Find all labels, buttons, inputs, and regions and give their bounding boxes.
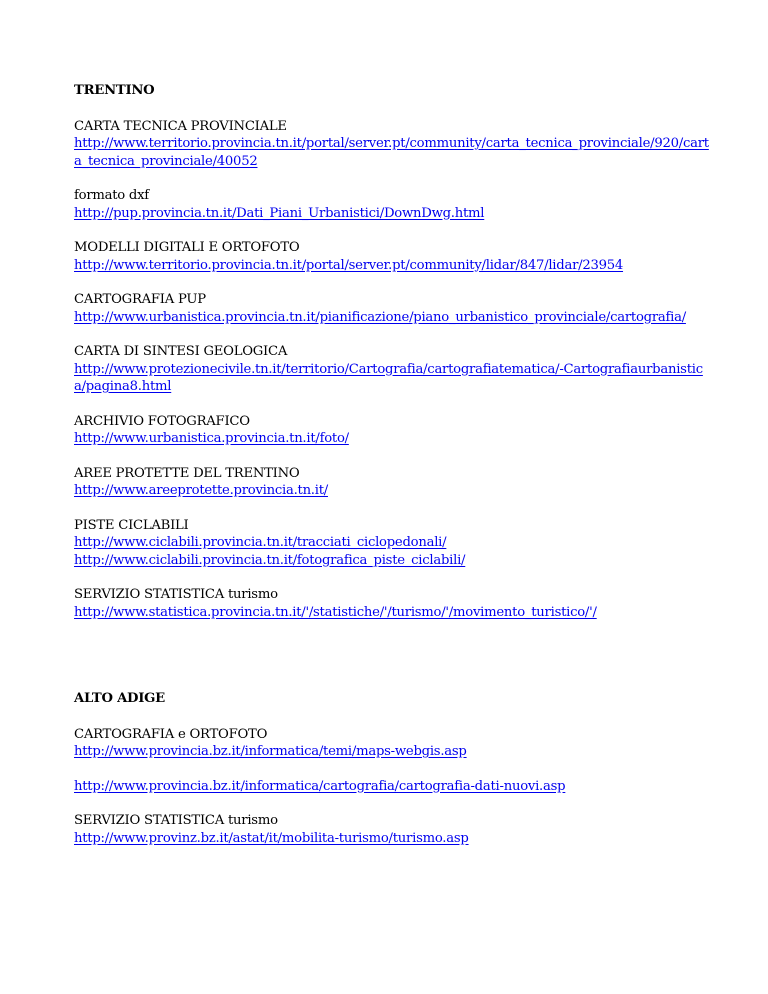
document-page bbox=[74, 82, 714, 864]
entry-piste-ciclabili bbox=[74, 517, 714, 570]
entry-label: CARTOGRAFIA e ORTOFOTO bbox=[74, 726, 268, 742]
entry-link[interactable]: http://www.urbanistica.provincia.tn.it/foto/ bbox=[74, 431, 349, 446]
entry-label: CARTA DI SINTESI GEOLOGICA bbox=[74, 344, 288, 359]
entry-label: ARCHIVIO FOTOGRAFICO bbox=[74, 413, 250, 429]
entry-label: SERVIZIO STATISTICA turismo bbox=[74, 813, 278, 828]
entry-link[interactable]: http://www.provincia.bz.it/informatica/temi/maps-webgis.asp bbox=[74, 744, 467, 759]
entry-link[interactable]: http://pup.provincia.tn.it/Dati_Piani_Urbanistici/DownDwg.html bbox=[74, 205, 485, 221]
section-trentino bbox=[74, 82, 714, 621]
entry-statistica-turismo-bz bbox=[74, 812, 714, 847]
entry-link[interactable]: http://www.territorio.provincia.tn.it/portal/server.pt/community/lidar/847/lidar/23954 bbox=[74, 257, 624, 273]
entry-aree-protette bbox=[74, 465, 714, 500]
entry-label: SERVIZIO STATISTICA turismo bbox=[74, 587, 278, 602]
entry-link[interactable]: http://www.ciclabili.provincia.tn.it/tracciati_ciclopedonali/ bbox=[74, 535, 447, 550]
section-heading: TRENTINO bbox=[74, 83, 155, 98]
entry-link[interactable]: http://www.ciclabili.provincia.tn.it/fotografica_piste_ciclabili/ bbox=[74, 552, 466, 568]
entry-archivio-fotografico bbox=[74, 413, 714, 448]
entry-carta-tecnica bbox=[74, 118, 714, 171]
entry-link[interactable]: http://www.territorio.provincia.tn.it/portal/server.pt/community/carta_tecnica_provinciale/920/carta_tecnica_provinciale/40052 bbox=[74, 136, 709, 169]
entry-sintesi-geologica bbox=[74, 343, 714, 396]
entry-statistica-turismo-tn bbox=[74, 586, 714, 621]
entry-link[interactable]: http://www.protezionecivile.tn.it/territorio/Cartografia/cartografiatematica/-Cartografiaurbanistica/pagina8.html bbox=[74, 361, 703, 394]
entry-link[interactable]: http://www.urbanistica.provincia.tn.it/pianificazione/piano_urbanistico_provinciale/cartografia/ bbox=[74, 309, 686, 325]
entry-label: formato dxf bbox=[74, 188, 149, 203]
entry-cartografia-pup bbox=[74, 291, 714, 326]
entry-modelli-digitali bbox=[74, 239, 714, 274]
entry-formato-dxf bbox=[74, 187, 714, 222]
entry-cartografia-dati bbox=[74, 778, 714, 796]
section-alto-adige bbox=[74, 690, 714, 847]
entry-cartografia-ortofoto bbox=[74, 726, 714, 761]
section-spacer bbox=[74, 638, 714, 690]
entry-link[interactable]: http://www.provinz.bz.it/astat/it/mobilita-turismo/turismo.asp bbox=[74, 830, 469, 846]
entry-label: CARTA TECNICA PROVINCIALE bbox=[74, 118, 287, 134]
entry-label: MODELLI DIGITALI E ORTOFOTO bbox=[74, 240, 300, 255]
entry-link[interactable]: http://www.statistica.provincia.tn.it/'/statistiche/'/turismo/'/movimento_turistico/'/ bbox=[74, 604, 597, 620]
entry-label: CARTOGRAFIA PUP bbox=[74, 292, 206, 307]
section-heading: ALTO ADIGE bbox=[74, 691, 165, 706]
entry-link[interactable]: http://www.provincia.bz.it/informatica/cartografia/cartografia-dati-nuovi.asp bbox=[74, 778, 566, 794]
entry-link[interactable]: http://www.areeprotette.provincia.tn.it/ bbox=[74, 483, 328, 498]
entry-label: PISTE CICLABILI bbox=[74, 517, 189, 533]
entry-label: AREE PROTETTE DEL TRENTINO bbox=[74, 465, 300, 481]
